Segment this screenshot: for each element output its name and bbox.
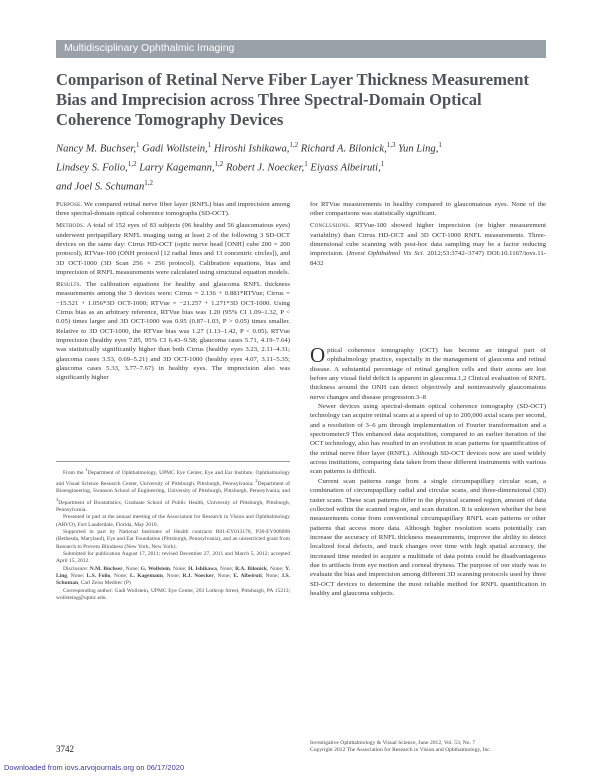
submission-note: Submitted for publication August 17, 2011; revised December 27, 2011 and March 5, 2012; accepted April 15, 2012. bbox=[56, 550, 290, 565]
abstract-conclusions: Conclusions. RTVue-100 showed higher imprecision (or higher measurement variability) than Cirrus HD-OCT and 3D OCT-1000 RNFL measurements. Three-dimensional cube scanning with post-hoc data sampling may be a factor reducing imprecision. (Invest Ophthalmol Vis Sci. 2012;53:3742–3747) DOI:10.1167/iovs.11-8432 bbox=[310, 222, 546, 267]
journal-line: Investigative Ophthalmology & Visual Science, June 2012, Vol. 53, No. 7 bbox=[310, 740, 476, 746]
intro-paragraph: Current scan patterns range from a single circumpapillary circular scan, a combination of circumpapillary radial and circular scans, and three-dimensional (3D) raster scans. These scan patterns differ in the physical scanned region, amount of data collected within the scanned region, and scan duration. It is unknown whether the best measurements come from conventional circumpapillary RNFL scan patterns or other patterns that access more data. Although higher resolution scans potentially can increase the accuracy of RNFL thickness measurements, improve the ability to detect localized focal defects, and track changes over time with high spatial accuracy, the increased time needed to acquire a multitude of data points could be disadvantageous due to artifacts from eye motion and corneal dryness. The purpose of our study was to evaluate the bias and imprecision among different 3D scanning protocols used by three SD-OCT devices to determine the most reliable method for RNFL quantification in healthy and glaucoma subjects. bbox=[310, 477, 546, 597]
intro-paragraph: Optical coherence tomography (OCT) has become an integral part of ophthalmology practice, especially in the management of glaucoma and retinal disease. A substantial percentage of retinal ganglion cells and their axons are lost before any visual field deficit is apparent in glaucoma.1,2 Clinical evaluation of RNFL thickness around the ONH can detect objectively and noninvasively glaucomatous nerve changes and disease progression.3–8 bbox=[310, 343, 546, 401]
funding-note: Supported in part by National Institutes of Health contracts R01-EY013178, P30-EY008098 (Bethesda, Maryland), Eye and Ear Foundation (Pittsburgh, Pennsylvania), and an unrestricted grant from Research to Prevent Blindness (New York, New York). bbox=[56, 528, 290, 550]
section-banner bbox=[56, 40, 546, 58]
author: Eiyass Albeiruti, bbox=[307, 162, 381, 174]
author: Richard A. Bilonick, bbox=[298, 143, 387, 155]
footnote-divider bbox=[56, 461, 290, 462]
abstract-purpose: Purpose. We compared retinal nerve fiber layer (RNFL) bias and imprecision among three spectral-domain optical coherence tomographs (SD-OCT). bbox=[56, 201, 290, 218]
author: Lindsey S. Folio, bbox=[56, 162, 128, 174]
author: Yun Ling, bbox=[395, 143, 439, 155]
intro-paragraph: Newer devices using spectral-domain optical coherence tomography (SD-OCT) technology can acquire retinal scans at a speed of up to 200,000 axial scans per second, and a resolution of 3–6 μm through implementation of Fourier transformation and a spectrometer.9 This enhanced data acquisition, compared to an earlier iteration of the OCT technology, also has resulted in an evolution in scan patterns for quantification of the retinal nerve fiber layer (RNFL). Although SD-OCT devices now are used widely across institutions, comparing data taken from these different instruments with various scan patterns is difficult. bbox=[310, 403, 546, 476]
presented-note: Presented in part at the annual meeting of the Association for Research in Vision and Ophthalmology (ARVO), Fort Lauderdale, Florida, May 2010. bbox=[56, 514, 290, 528]
footnotes bbox=[56, 466, 290, 602]
download-watermark: Downloaded from iovs.arvojournals.org on 06/17/2020 bbox=[4, 763, 185, 772]
drop-cap: O bbox=[310, 343, 326, 367]
abstract-results: Results. The calibration equations for healthy and glaucoma RNFL thickness measurements among the 3 devices were: Cirrus = 2.136 + 0.881*RTVue; Cirrus = −15.521 + 1.056*3D OCT-1000; RTVue = −21.257 + 1.271*3D OCT-1000. Using Cirrus bias as an arbitrary reference, RTVue bias was 1.20 (95% CI 1.09–1.32, P < 0.05) times larger and 3D OCT-1000 was 0.95 (0.87–1.03, P > 0.05) times smaller. Relative to 3D OCT-1000, the RTVue bias was 1.27 (1.13–1.42, P < 0.05). RTVue imprecision (healthy eyes 7.85, 95% CI 6.43–9.58; glaucoma cases 5.71, 4.19–7.64) was statistically significantly higher than both Cirrus (healthy eyes 3.23, 2.11–4.31; glaucoma cases 3.53, 0.69–5.21) and 3D OCT-1000 (healthy eyes 4.07, 3.11–5.35; glaucoma cases 5.33, 3.77–7.67) in healthy eyes. The imprecision also was significantly higher bbox=[56, 280, 290, 382]
abstract-results-continued: for RTVue measurements in healthy compared to glaucomatous eyes. None of the other comparisons was statistically significant. bbox=[310, 201, 546, 218]
section-label: Multidisciplinary Ophthalmic Imaging bbox=[64, 42, 235, 54]
abstract-methods: Methods. A total of 152 eyes of 83 subjects (96 healthy and 56 glaucomatous eyes) underwent peripapillary RNFL imaging using at least 2 of the following 3 SD-OCT devices on the same day: Cirrus HD-OCT (optic nerve head [ONH] cube 200 × 200 protocol), RTVue-100 (ONH protocol [12 radial lines and 13 concentric circles]), and 3D OCT-1000 (3D Scan 256 × 256 protocol). Calibration equations, bias and imprecision of RNFL measurements were calculated using structural equation models. bbox=[56, 222, 290, 276]
author: Nancy M. Buchser, bbox=[56, 143, 137, 155]
page-number: 3742 bbox=[56, 744, 74, 754]
author: Gadi Wollstein, bbox=[139, 143, 208, 155]
abstract-left bbox=[56, 200, 290, 385]
author: Hiroshi Ishikawa, bbox=[211, 143, 290, 155]
corresponding-author: Corresponding author: Gadi Wollstein, UPMC Eye Center, 203 Lothrop Street, Pittsburgh, PA 15213; wollsteing@upmc.edu. bbox=[56, 587, 290, 601]
introduction bbox=[310, 343, 546, 598]
author-list: Nancy M. Buchser,$^1$ Gadi Wollstein,$^1$ Hiroshi Ishikawa,$^{1,2}$ Richard A. Bilonick,$^{1,3}$ Yun Ling,$^1$ Lindsey S. Folio,$^{1,2}$ Larry Kagemann,$^{1,2}$ Robert J. Noecker,$^1$ Eiyass Albeiruti,$^1$ and Joel S. Schuman$^{1,2}$ bbox=[56, 141, 442, 193]
disclosure-note: Disclosure: N.M. Buchser, None; G. Wollstein, None; H. Ishikawa, None; R.A. Bilonick, None; Y. Ling, None; L.S. Folio, None; L. Kagemann, None; R.J. Noecker, None; E. Albeiruti, None; J.S. Schuman, Carl Zeiss Meditec (P) bbox=[56, 565, 291, 587]
author: and Joel S. Schuman bbox=[56, 181, 145, 193]
abstract-right bbox=[310, 200, 546, 271]
author: Robert J. Noecker, bbox=[223, 162, 305, 174]
article-title: Comparison of Retinal Nerve Fiber Layer Thickness Measurement Bias and Imprecision across Three Spectral-Domain Optical Coherence Tomography Devices bbox=[56, 70, 530, 129]
journal-info bbox=[310, 740, 546, 755]
affiliations: From the $^1$Department of Ophthalmology, UPMC Eye Center, Eye and Ear Institute, Ophthalmology and Visual Science Research Center, University of Pittsburgh, Pittsburgh, Pennsylvania; $^2$Department of Bioengineering, Swanson School of Engineering, University of Pittsburgh, Pittsburgh, Pennsylvania; and $^3$Department of Biostatistics, Graduate School of Public Health, University of Pittsburgh, Pittsburgh, Pennsylvania. bbox=[56, 467, 291, 513]
author: Larry Kagemann, bbox=[136, 162, 215, 174]
copyright-line: Copyright 2012 The Association for Research in Vision and Ophthalmology, Inc. bbox=[310, 747, 492, 754]
